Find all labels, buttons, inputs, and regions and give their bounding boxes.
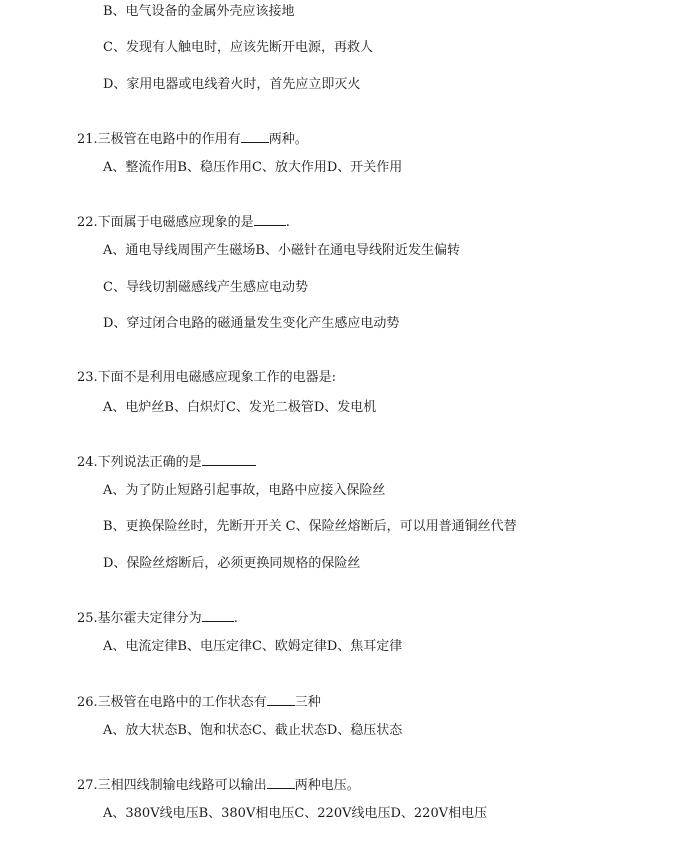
option-line: D、保险丝熔断后，必须更换同规格的保险丝	[103, 556, 361, 571]
question-25	[77, 609, 238, 627]
option-line: A、通电导线周围产生磁场B、小磁针在通电导线附近发生偏转	[103, 243, 460, 258]
answer-blank	[202, 453, 256, 466]
option-c: C、发现有人触电时，应该先断开电源，再救人	[103, 40, 373, 55]
option-line: A、为了防止短路引起事故，电路中应接入保险丝	[103, 483, 386, 498]
option-line: A、电炉丝B、白炽灯C、发光二极管D、发电机	[103, 400, 377, 415]
question-text: 25.基尔霍夫定律分为	[77, 611, 202, 626]
question-text-after: 两种电压。	[294, 778, 360, 793]
answer-blank	[241, 130, 269, 143]
question-22	[77, 213, 290, 231]
question-text: 23.下面不是利用电磁感应现象工作的电器是:	[77, 370, 337, 385]
question-23	[77, 370, 336, 386]
question-text: 27.三相四线制输电线路可以输出	[77, 778, 267, 793]
question-text: 22.下面属于电磁感应现象的是	[77, 215, 254, 230]
question-24	[77, 453, 256, 471]
option-line: A、380V线电压B、380V相电压C、220V线电压D、220V相电压	[103, 806, 488, 821]
question-text: 21.三极管在电路中的作用有	[77, 132, 241, 147]
question-text: 24.下列说法正确的是	[77, 455, 202, 470]
option-d: D、家用电器或电线着火时，首先应立即灭火	[103, 77, 361, 92]
question-text-after: 两种。	[268, 132, 308, 147]
question-text: 26.三极管在电路中的工作状态有	[77, 695, 267, 710]
option-line: A、电流定律B、电压定律C、欧姆定律D、焦耳定律	[103, 639, 403, 654]
option-line: D、穿过闭合电路的磁通量发生变化产生感应电动势	[103, 316, 400, 331]
option-line: C、导线切割磁感线产生感应电动势	[103, 280, 308, 295]
answer-blank	[267, 693, 295, 706]
question-27	[77, 776, 360, 794]
answer-blank	[254, 213, 286, 226]
option-line: B、更换保险丝时，先断开开关 C、保险丝熔断后，可以用普通铜丝代替	[103, 519, 517, 534]
option-line: A、放大状态B、饱和状态C、截止状态D、稳压状态	[103, 723, 403, 738]
answer-blank	[267, 776, 295, 789]
question-text-after: .	[233, 611, 238, 626]
answer-blank	[202, 609, 234, 622]
option-line: A、整流作用B、稳压作用C、放大作用D、开关作用	[103, 160, 403, 175]
question-text-after: 三种	[294, 695, 321, 710]
question-21	[77, 130, 308, 148]
question-text-after: .	[285, 215, 290, 230]
option-b: B、电气设备的金属外壳应该接地	[103, 4, 295, 19]
question-26	[77, 693, 321, 711]
